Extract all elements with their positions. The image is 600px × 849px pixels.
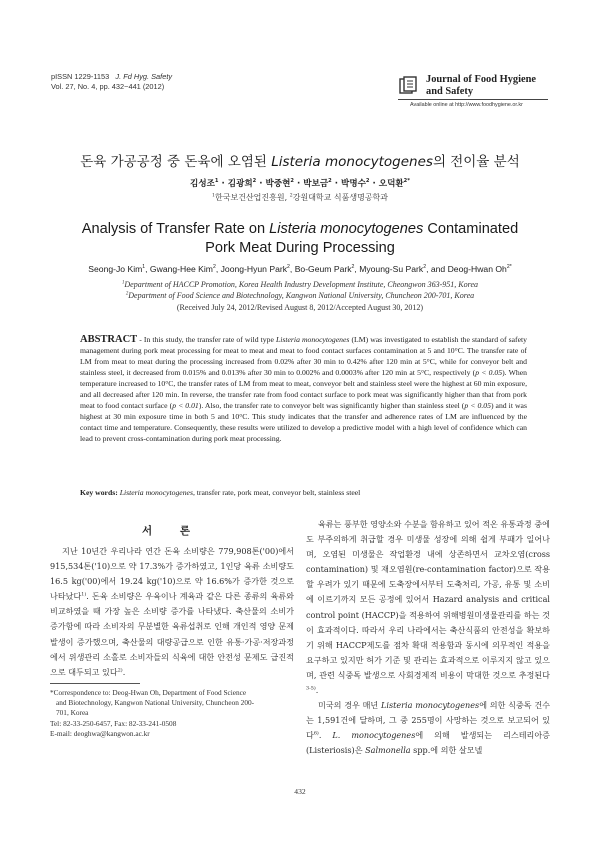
paragraph: 육류는 풍부한 영양소와 수분을 함유하고 있어 적온 유통과정 중에도 부주의하게 취급할 경우 미생물 성장에 의해 쉽게 부패가 일어나며, 오염된 미생물은 작업환경 내에 상존하면서 교차오염(cross contamination) 및 재오염원(re-contamination factor)으로 작용할 우려가 있기 때문에 도축장에서부터 도축처리, 가공, 유통 및 소비에 이르기까지 모든 공정에 있어서 Hazard analysis and critical control point (HACCP)을 적용하여 위해병원미생물관리를 하는 것이 효과적이다. 따라서 우리 나라에서는 축산식품의 안전성을 확보하기 위해 HACCP제도를 점차 확대 적용함과 동시에 의무적인 적용을 요구하고 있지만 허가 기준 및 관리는 효과적으로 이루지지 않고 있으며, 관련 식중독 발생으로 사회경제적 비용이 막대한 것으로 추정된다$^{3-5)}$.	[306, 519, 550, 696]
affiliation-2: $^2$Department of Food Science and Biotechnology, Kangwon National University, Chuncheon 200-701, Korea	[125, 291, 475, 300]
issn-line: pISSN 1229-1153 J. Fd Hyg. Safety	[51, 72, 173, 81]
affiliation-1: $^1$Department of HACCP Promotion, Korea Health Industry Development Institute, Cheongwon 363-951, Korea	[122, 280, 478, 289]
journal-logo-icon	[398, 76, 418, 96]
abstract-label: ABSTRACT	[80, 334, 138, 345]
body-right-column	[306, 517, 550, 759]
paragraph: 지난 10년간 우리나라 연간 돈육 소비량은 779,908톤('00)에서 915,534톤('10)으로 약 17.3%가 증가하였고, 1인당 육류 소비량도 16.5 kg('00)에서 19.24 kg('10)으로 약 16.6%가 증가한 것으로 나타났다$^{1)}$. 돈육 소비량은 우육이나 계육과 같은 다른 종류의 육류와 비교하였을 때 가장 높은 소비량 증가를 나타냈다. 축산물의 소비가 증가함에 따라 소비자의 무분별한 육류섭취로 인해 개인적 영양 문제 발생이 증가했으며, 축산물의 대량공급으로 인한 유통·가공·저장과정에서 위생관리 소홀로 소비자들의 식육에 대한 안전성 문제도 급진적으로 대두되고 있다$^{2)}$.	[50, 546, 294, 677]
section-heading-introduction: 서 론	[142, 525, 202, 537]
affiliations-korean: $^1$한국보건산업진흥원, $^2$강원대학교 식품생명공학과	[211, 193, 389, 202]
brand-divider	[398, 99, 548, 100]
abstract: ABSTRACT - In this study, the transfer rate of wild type Listeria monocytogenes (LM) was investigated to establish the standard of safety management during pork meat processing for meat to meat and meat to food contact surfaces contamination at 5 and 10°C. The transfer rate of LM from meat to meat during the processing increased from 0.02% after 30 min to 0.42% after 120 min at 5°C, while for conveyor belt and stainless steel, it decreased from 0.015% and 0.013% after 30 min to 0.002% and 0.0003% after 120 min at 5°C, respectively (p < 0.05). When temperature increased to 10°C, the transfer rates of LM from meat to meat, conveyor belt and stainless steel were the highest at 60 min exposure, and all decreased after 120 min. In reverse, the transfer rate from food contact surface to pork meat was significantly higher than that from pork meat to food contact surface (p < 0.01). Also, the transfer rate to conveyor belt was significantly higher than stainless steel (p < 0.05) and it was highest at 30 min exposure time in both 5 and 10°C. This study indicates that the transfer and adherence rates of LM are influenced by the contact time and temperature. Consequently, these results were utilized to develop a predictive model with a high level of confidence which can lead to prevent cross-contamination during pork meat processing.	[80, 334, 527, 444]
authors-korean: 김성조$^1$ · 김광희$^2$ · 박중현$^2$ · 박보금$^2$ · 박명수$^2$ · 오덕환$^{2*}$	[190, 178, 410, 189]
footnote-divider	[50, 683, 140, 684]
journal-url: Available online at http://www.foodhygiene.or.kr	[410, 102, 523, 108]
correspondence-footnote: *Correspondence to: Deog-Hwan Oh, Department of Food Science and Biotechnology, Kangwon National University, Chuncheon 200- 701, Korea Tel: 82-33-250-6457, Fax: 82-33-241-0508 E-mail: deoghwa@kangwon.ac.kr	[50, 688, 255, 738]
keywords: Key words: Listeria monocytogenes, transfer rate, pork meat, conveyor belt, stainless steel	[80, 488, 361, 497]
journal-meta	[51, 72, 172, 92]
title-english-species: Listeria monocytogenes	[269, 221, 424, 237]
journal-abbrev: J. Fd Hyg. Safety	[115, 72, 173, 81]
affiliations-english	[0, 279, 600, 301]
title-english: Analysis of Transfer Rate on Listeria monocytogenes Contaminated Pork Meat During Processing	[81, 221, 519, 256]
journal-name: Journal of Food Hygiene and Safety	[426, 74, 536, 97]
volume-line: Vol. 27, No. 4, pp. 432~441 (2012)	[51, 82, 165, 91]
received-dates: (Received July 24, 2012/Revised August 8, 2012/Accepted August 30, 2012)	[176, 303, 424, 312]
keywords-label: Key words:	[80, 488, 118, 497]
body-left-column	[50, 544, 294, 680]
authors-english: Seong-Jo Kim$^1$, Gwang-Hee Kim$^2$, Joong-Hyun Park$^2$, Bo-Geum Park$^2$, Myoung-Su Park$^2$, and Deog-Hwan $Oh^{2*}$	[88, 264, 512, 274]
title-korean: 돈육 가공공정 중 돈육에 오염된 Listeria monocytogenes의 전이율 분석	[80, 154, 520, 170]
page-number: 432	[294, 787, 306, 796]
title-korean-species: Listeria monocytogenes	[271, 154, 433, 170]
paragraph: 미국의 경우 매년 Listeria monocytogenes에 의한 식중독 건수는 1,591건에 달하며, 그 중 255명이 사망하는 것으로 보고되어 있다$^{6)}$. L. monocytogenes에 의해 발생되는 리스테리아증(Listeriosis)은 Salmonella spp.에 의한 살모넬	[306, 700, 550, 756]
